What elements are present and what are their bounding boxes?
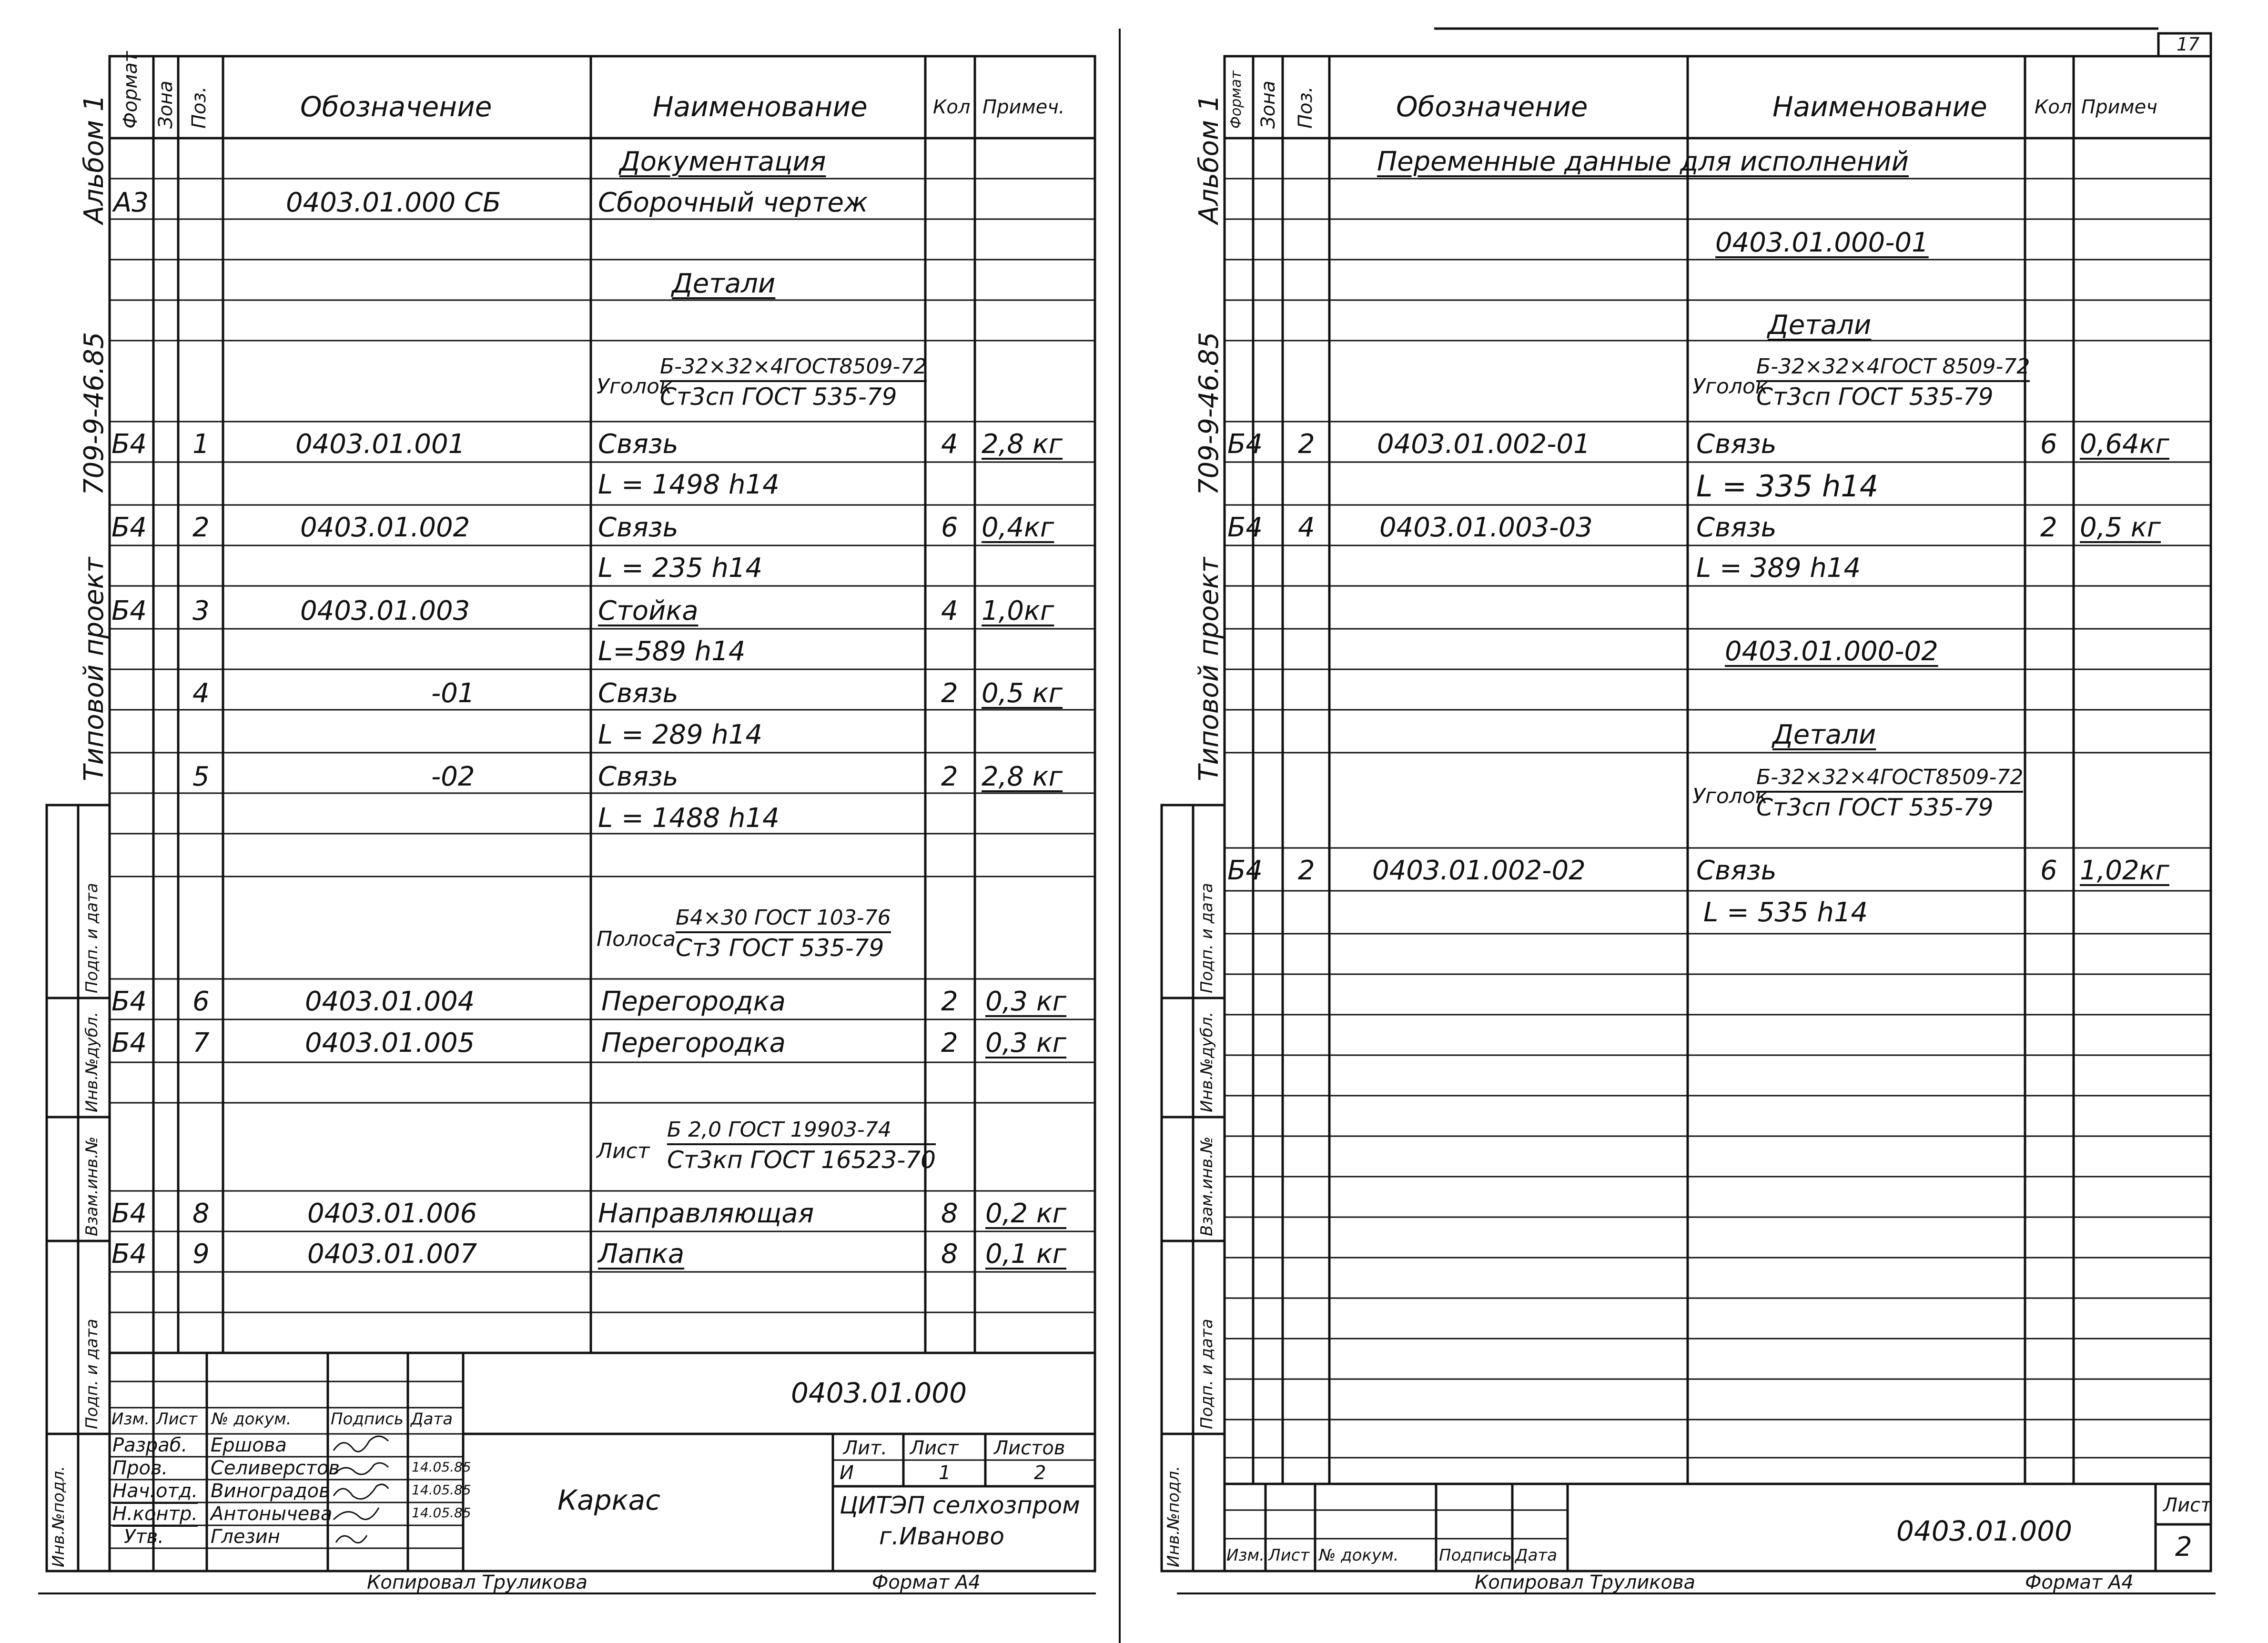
page-number: 17 xyxy=(2177,34,2200,55)
c-format: Б4 xyxy=(1227,855,1263,886)
tb-role-3: Нач.отд. xyxy=(112,1480,198,1502)
side-album: Альбом 1 xyxy=(1194,94,1225,224)
tb-col-date: Дата xyxy=(1515,1546,1558,1565)
sheet-prefix: Лист xyxy=(597,1139,650,1163)
sheet-spec-top: Б 2,0 ГОСТ 19903-74 xyxy=(667,1119,936,1145)
section-details: Детали xyxy=(672,268,776,299)
d9-note: 0,1 кг xyxy=(985,1239,1067,1270)
c-qty: 6 xyxy=(2040,855,2057,886)
r1-designation: 0403.01.000 СБ xyxy=(286,187,501,218)
variant-01: 0403.01.000-01 xyxy=(1715,227,1929,258)
tb-role-2: Пров. xyxy=(112,1457,168,1479)
footer-format: Формат А4 xyxy=(2025,1572,2134,1593)
d9-designation: 0403.01.007 xyxy=(307,1239,477,1270)
tb-sheet-label: Лист xyxy=(2163,1494,2212,1516)
left-sheet xyxy=(0,0,1110,1643)
c-name: Связь xyxy=(1696,855,1777,886)
d9-pos: 9 xyxy=(192,1239,210,1270)
d8-qty: 8 xyxy=(941,1198,958,1229)
header-format: Формат xyxy=(1228,71,1245,129)
d6-name: Перегородка xyxy=(601,986,786,1017)
d8-note: 0,2 кг xyxy=(985,1198,1067,1229)
a-format: Б4 xyxy=(1227,429,1263,460)
tb-col-list: Лист xyxy=(156,1410,198,1429)
d7-name: Перегородка xyxy=(601,1028,786,1058)
right-sheet xyxy=(1139,0,2268,1643)
d3-length: L=589 h14 xyxy=(598,636,746,667)
d2-format: Б4 xyxy=(111,512,147,543)
tb-role-1: Разраб. xyxy=(112,1434,188,1456)
d2-qty: 6 xyxy=(941,512,958,543)
angle-prefix: Уголок xyxy=(597,374,672,399)
a-length: L = 335 h14 xyxy=(1696,469,1879,504)
tb-col-doc: № докум. xyxy=(1319,1546,1399,1565)
header-zone: Зона xyxy=(1257,81,1279,129)
r1-name: Сборочный чертеж xyxy=(598,187,868,218)
b-name: Связь xyxy=(1696,512,1777,543)
tb-role-4: Н.контр. xyxy=(112,1503,198,1525)
tb-date-3: 14.05.85 xyxy=(412,1482,471,1498)
d9-qty: 8 xyxy=(941,1239,958,1270)
d1-length: L = 1498 h14 xyxy=(598,469,780,500)
d6-designation: 0403.01.004 xyxy=(305,986,475,1017)
stamp-vzam-inv: Взам.инв.№ xyxy=(1197,1136,1216,1236)
strip-spec-bottom: Ст3 ГОСТ 535-79 xyxy=(676,934,884,962)
d7-note: 0,3 кг xyxy=(985,1028,1067,1058)
header-zone: Зона xyxy=(155,81,177,129)
b-pos: 4 xyxy=(1298,512,1315,543)
d8-name: Направляющая xyxy=(598,1198,814,1229)
d1-qty: 4 xyxy=(941,429,958,460)
d4-pos: 4 xyxy=(192,678,210,709)
tb-col-sign: Подпись xyxy=(1439,1546,1512,1565)
stamp-inv-dubl: Инв.№дубл. xyxy=(82,1011,101,1112)
d5-name: Связь xyxy=(598,761,678,792)
d4-length: L = 289 h14 xyxy=(598,719,763,750)
side-project-type: Типовой проект xyxy=(1194,557,1225,781)
header-name: Наименование xyxy=(653,91,868,123)
angle1-prefix: Уголок xyxy=(1692,374,1768,399)
a-designation: 0403.01.002-01 xyxy=(1377,429,1590,460)
d6-qty: 2 xyxy=(941,986,958,1017)
d7-qty: 2 xyxy=(941,1028,958,1058)
b-qty: 2 xyxy=(2040,512,2057,543)
footer-format: Формат А4 xyxy=(872,1572,981,1593)
tb-lit-value: И xyxy=(840,1462,854,1484)
d8-format: Б4 xyxy=(111,1198,147,1229)
section-details-1: Детали xyxy=(1768,310,1872,341)
tb-list-label: Лист xyxy=(910,1437,959,1459)
c-designation: 0403.01.002-02 xyxy=(1372,855,1586,886)
tb-lists-value: 2 xyxy=(1034,1462,1046,1484)
d7-pos: 7 xyxy=(192,1028,210,1058)
tb-org-line2: г.Иваново xyxy=(879,1522,1005,1550)
d2-note: 0,4кг xyxy=(982,512,1054,543)
stamp-inv-podl: Инв.№подл. xyxy=(49,1466,68,1567)
d4-designation: -01 xyxy=(431,678,475,709)
d1-pos: 1 xyxy=(192,429,210,460)
d3-format: Б4 xyxy=(111,595,147,626)
section-details-2: Детали xyxy=(1772,719,1876,750)
d5-qty: 2 xyxy=(941,761,958,792)
tb-person-1: Ершова xyxy=(211,1434,287,1456)
a-name: Связь xyxy=(1696,429,1777,460)
tb-person-3: Виноградов xyxy=(211,1480,330,1502)
tb-col-list: Лист xyxy=(1268,1546,1310,1565)
c-pos: 2 xyxy=(1298,855,1315,886)
d2-pos: 2 xyxy=(192,512,210,543)
d4-qty: 2 xyxy=(941,678,958,709)
header-pos: Поз. xyxy=(1295,86,1316,129)
header-note: Примеч xyxy=(2081,96,2157,118)
d5-note: 2,8 кг xyxy=(982,761,1063,792)
d3-note: 1,0кг xyxy=(982,595,1054,626)
d9-name: Лапка xyxy=(598,1239,685,1270)
a-qty: 6 xyxy=(2040,429,2057,460)
section-documentation: Документация xyxy=(619,146,826,177)
stamp-podp-data-1: Подп. и дата xyxy=(82,1319,101,1429)
tb-item-name: Каркас xyxy=(557,1484,660,1516)
tb-person-4: Антонычева xyxy=(211,1503,333,1525)
header-qty: Кол xyxy=(933,96,971,118)
tb-col-izm: Изм. xyxy=(111,1410,150,1429)
d2-name: Связь xyxy=(598,512,678,543)
angle-spec xyxy=(660,356,927,409)
side-project-type: Типовой проект xyxy=(79,557,110,781)
angle2-spec-top: Б-32×32×4ГОСТ8509-72 xyxy=(1756,767,2023,793)
header-pos: Поз. xyxy=(188,86,210,129)
tb-date-2: 14.05.85 xyxy=(412,1459,471,1475)
d5-length: L = 1488 h14 xyxy=(598,803,780,834)
header-note: Примеч. xyxy=(982,96,1065,118)
tb-list-value: 1 xyxy=(939,1462,951,1484)
c-note: 1,02кг xyxy=(2080,855,2169,886)
side-album: Альбом 1 xyxy=(79,94,110,224)
d9-format: Б4 xyxy=(111,1239,147,1270)
d2-length: L = 235 h14 xyxy=(598,553,763,584)
d8-designation: 0403.01.006 xyxy=(307,1198,477,1229)
angle1-spec-top: Б-32×32×4ГОСТ 8509-72 xyxy=(1756,356,2030,382)
tb-org-line1: ЦИТЭП селхозпром xyxy=(840,1492,1080,1519)
stamp-vzam-inv: Взам.инв.№ xyxy=(82,1136,101,1236)
tb-lit-label: Лит. xyxy=(843,1437,888,1459)
angle1-spec-bottom: Ст3сп ГОСТ 535-79 xyxy=(1756,383,1994,411)
stamp-inv-dubl: Инв.№дубл. xyxy=(1197,1011,1216,1112)
section-variable-data: Переменные данные для исполнений xyxy=(1377,146,1909,177)
footer-copied: Копировал Труликова xyxy=(1475,1572,1696,1593)
header-name: Наименование xyxy=(1772,91,1987,123)
d3-qty: 4 xyxy=(941,595,958,626)
a-note: 0,64кг xyxy=(2080,429,2169,460)
variant-02: 0403.01.000-02 xyxy=(1725,636,1938,667)
header-designation: Обозначение xyxy=(300,91,492,123)
d3-pos: 3 xyxy=(192,595,210,626)
d3-designation: 0403.01.003 xyxy=(300,595,470,626)
header-qty: Кол xyxy=(2035,96,2072,118)
d2-designation: 0403.01.002 xyxy=(300,512,470,543)
sheet-spec-bottom: Ст3кп ГОСТ 16523-70 xyxy=(667,1146,936,1174)
tb-doc-number: 0403.01.000 xyxy=(791,1377,967,1409)
d5-designation: -02 xyxy=(431,761,475,792)
angle1-spec xyxy=(1756,356,2030,409)
c-length: L = 535 h14 xyxy=(1703,897,1868,928)
tb-person-5: Глезин xyxy=(211,1526,280,1548)
side-project-code: 709-9-46.85 xyxy=(79,332,110,495)
right-grid xyxy=(1139,0,2268,1643)
strip-spec xyxy=(676,907,891,960)
tb-date-4: 14.05.85 xyxy=(412,1505,471,1521)
d6-pos: 6 xyxy=(192,986,210,1017)
angle-spec-bottom: Ст3сп ГОСТ 535-79 xyxy=(660,383,897,411)
stamp-podp-data-2: Подп. и дата xyxy=(1197,883,1216,993)
d7-designation: 0403.01.005 xyxy=(305,1028,475,1058)
footer-copied: Копировал Труликова xyxy=(367,1572,588,1593)
side-project-code: 709-9-46.85 xyxy=(1194,332,1225,495)
angle2-spec xyxy=(1756,767,2023,819)
tb-sheet-value: 2 xyxy=(2175,1532,2192,1562)
a-pos: 2 xyxy=(1298,429,1315,460)
d4-note: 0,5 кг xyxy=(982,678,1063,709)
angle-spec-top: Б-32×32×4ГОСТ8509-72 xyxy=(660,356,927,382)
tb-role-5: Утв. xyxy=(124,1526,164,1548)
header-format: Формат xyxy=(120,51,142,129)
stamp-podp-data-1: Подп. и дата xyxy=(1197,1319,1216,1429)
d7-format: Б4 xyxy=(111,1028,147,1058)
d8-pos: 8 xyxy=(192,1198,210,1229)
tb-col-date: Дата xyxy=(411,1410,453,1429)
stamp-inv-podl: Инв.№подл. xyxy=(1164,1466,1183,1567)
tb-col-sign: Подпись xyxy=(331,1410,404,1429)
d1-designation: 0403.01.001 xyxy=(295,429,466,460)
angle2-spec-bottom: Ст3сп ГОСТ 535-79 xyxy=(1756,794,1994,821)
d1-name: Связь xyxy=(598,429,678,460)
strip-prefix: Полоса xyxy=(597,927,676,951)
d5-pos: 5 xyxy=(192,761,210,792)
tb-person-2: Селиверстов xyxy=(211,1457,340,1479)
d4-name: Связь xyxy=(598,678,678,709)
b-length: L = 389 h14 xyxy=(1696,553,1861,584)
d1-format: Б4 xyxy=(111,429,147,460)
b-format: Б4 xyxy=(1227,512,1263,543)
d1-note: 2,8 кг xyxy=(982,429,1063,460)
header-designation: Обозначение xyxy=(1396,91,1588,123)
tb-col-izm: Изм. xyxy=(1226,1546,1265,1565)
b-note: 0,5 кг xyxy=(2080,512,2161,543)
stamp-podp-data-2: Подп. и дата xyxy=(82,883,101,993)
strip-spec-top: Б4×30 ГОСТ 103-76 xyxy=(676,907,891,933)
d6-format: Б4 xyxy=(111,986,147,1017)
r1-format: А3 xyxy=(113,187,149,218)
tb-col-doc: № докум. xyxy=(212,1410,292,1429)
sheet-spec xyxy=(667,1119,936,1172)
d3-name: Стойка xyxy=(598,595,699,626)
angle2-prefix: Уголок xyxy=(1692,784,1768,808)
tb-doc-number: 0403.01.000 xyxy=(1896,1515,2072,1547)
d6-note: 0,3 кг xyxy=(985,986,1067,1017)
tb-lists-label: Листов xyxy=(994,1437,1065,1459)
b-designation: 0403.01.003-03 xyxy=(1379,512,1593,543)
